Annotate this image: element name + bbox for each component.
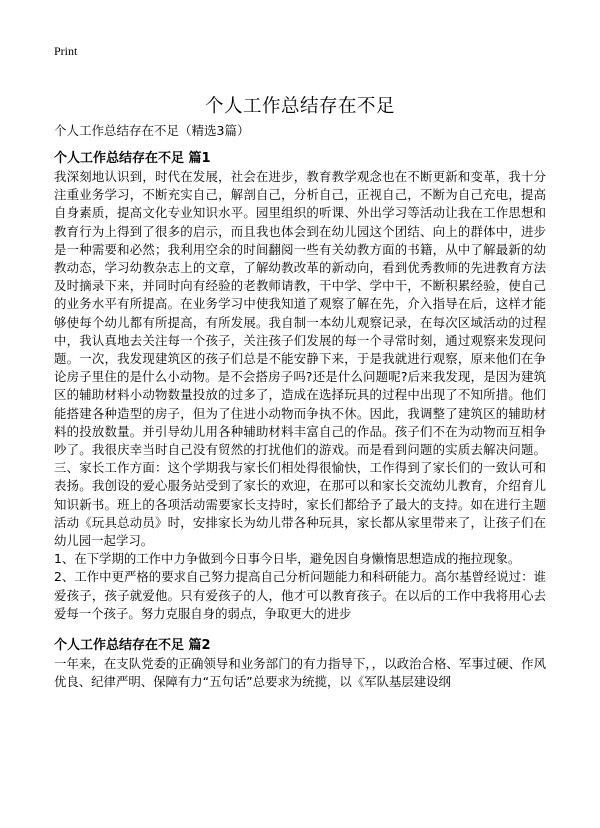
document-body: [54, 150, 546, 691]
document-subtitle: 个人工作总结存在不足（精选3篇）: [54, 123, 250, 138]
print-link[interactable]: Print: [54, 44, 78, 58]
document-title: 个人工作总结存在不足: [204, 96, 395, 118]
paragraph: 1、在下学期的工作中力争做到今日事今日毕，避免因自身懒惰思想造成的拖拉现象。: [54, 551, 521, 567]
paragraph: 一年来，在支队党委的正确领导和业务部门的有力指导下，，以政治合格、军事过硬、作风优良、纪律严明、保障有力“五句话”总要求为统揽，以《军队基层建设纲: [54, 656, 546, 690]
section-heading-1: 个人工作总结存在不足 篇1: [54, 151, 211, 166]
section-heading-2: 个人工作总结存在不足 篇2: [54, 638, 211, 654]
paragraph: 我深刻地认识到，时代在发展，社会在进步，教育教学观念也在不断更新和变革，我十分注重业务学习，不断充实自己，解剖自己，分析自己，正视自己，不断为自己充电，提高自身素质，提高文化专业知识水平。园里组织的听课、外出学习等活动让我在工作思想和教育行为上得到了很多的启示，而且我也体会到在幼儿园这个团结、向上的群体中，进步是一种需要和必然；我利用空余的时间翻阅一些有关幼教方面的书籍，从中了解最新的幼教动态，学习幼教杂志上的文章，了解幼教改革的新动向，看到优秀教师的先进教育方法及时摘录下来，并同时向有经验的老教师请教，干中学、学中干，不断积累经验，使自己的业务水平有所提高。在业务学习中使我知道了观察了解在先，介入指导在后，这样才能够使每个幼儿都有所提高，有所发展。我自制一本幼儿观察记录，在每次区域活动的过程中，我认真地去关注每一个孩子，关注孩子们发展的每一个寻常时刻，通过观察来发现问题。一次，我发现建筑区的孩子们总是不能安静下来，于是我就进行观察，原来他们在争论房子里住的是什么小动物。是不会搭房子吗?还是什么问题呢?后来我发现，是因为建筑区的辅助材料小动物数量投放的过多了，造成在选择玩具的过程中出现了不知所措。他们能搭建各种造型的房子，但为了住进小动物而争执不休。因此，我调整了建筑区的辅助材料的投放数量。并引导幼儿用各种辅助材料丰富自己的作品。孩子们不在为动物而互相争吵了。我很庆幸当时自己没有贸然的打扰他们的游戏。而是看到问题的实质去解决问题。三、家长工作方面：这个学期我与家长们相处得很愉快，工作得到了家长们的一致认可和表扬。我创设的爱心服务站受到了家长的欢迎，在那可以和家长交流幼儿教育，介绍育儿知识新书。班上的各项活动需要家长支持时，家长们都给予了最大的支持。如在进行主题活动《玩具总动员》时，安排家长为幼儿带各种玩具，家长都从家里带来了，让孩子们在幼儿园一起学习。: [54, 169, 546, 549]
paragraph: 2、工作中更严格的要求自己努力提高自己分析问题能力和科研能力。高尔基曾经说过：谁爱孩子，孩子就爱他。只有爱孩子的人，他才可以教育孩子。在以后的工作中我将用心去爱每一个孩子。努力克服自身的弱点，争取更大的进步: [54, 569, 546, 621]
